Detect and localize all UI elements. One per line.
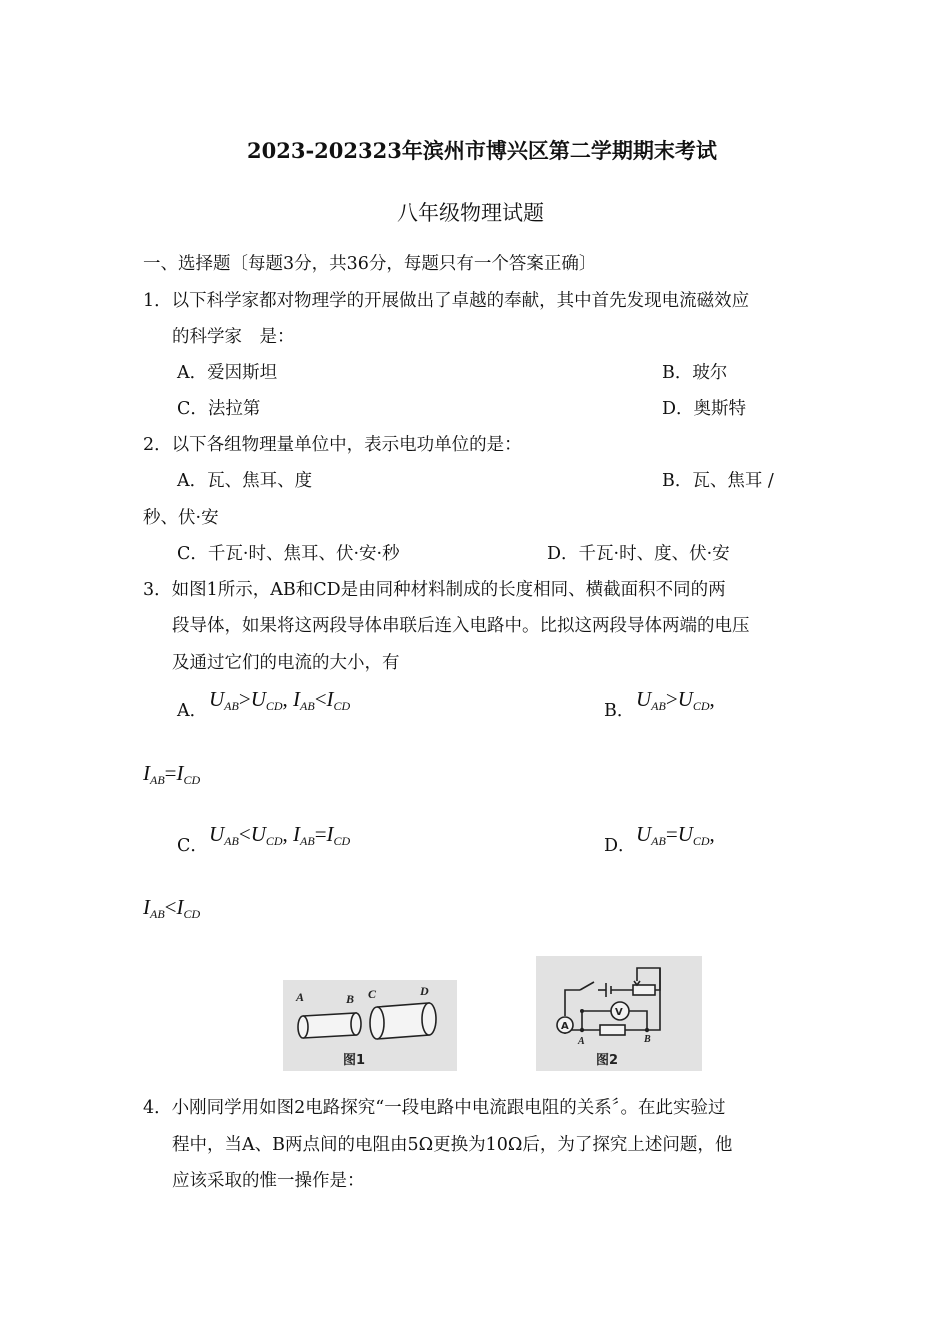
fig1-label-c: C	[368, 987, 377, 1001]
q2-option-a: A．瓦、焦耳、度	[177, 471, 313, 491]
q4-stem-line1: 4．小刚同学用如图2电路探究“一段电路中电流跟电阻的关系〞。在此实验过	[143, 1098, 726, 1118]
figure-1	[283, 980, 457, 1071]
fig1-label-d: D	[420, 984, 429, 998]
q4-stem-line3: 应该采取的惟一操作是：	[172, 1171, 365, 1191]
fig2-switch	[580, 982, 594, 990]
q1-option-a: A．爱因斯坦	[177, 363, 278, 383]
fig1-conductor-ab	[303, 1013, 356, 1038]
q3-option-b-formula-continued: $I_{AB}=I_{CD}$	[143, 761, 201, 787]
fig2-caption: 图2	[596, 1053, 619, 1068]
fig1-conductor-ab-end	[298, 1016, 308, 1038]
page-title: 2023-202323年滨州市博兴区第二学期期末考试	[247, 138, 717, 163]
q2-option-b-continued: 秒、伏·安	[143, 508, 219, 528]
fig1-caption: 图1	[343, 1053, 366, 1068]
q3-stem-line1: 3．如图1所示，AB和CD是由同种材料制成的长度相同、横截面积不同的两	[143, 580, 726, 600]
fig1-conductor-cd-end	[370, 1007, 384, 1039]
fig2-wire-right	[647, 990, 660, 1030]
fig2-wire-left	[565, 990, 580, 1016]
q3-option-c-formula: $U_{AB}<U_{CD}$, $I_{AB}=I_{CD}$	[209, 822, 351, 848]
q1-stem-line1: 1．以下科学家都对物理学的开展做出了卓越的奉献，其中首先发现电流磁效应	[143, 291, 750, 311]
q1-option-c: C．法拉第	[177, 399, 261, 419]
figure-2-drawing	[536, 956, 702, 1071]
q2-option-b: B．瓦、焦耳 /	[662, 471, 774, 491]
q2-option-d: D．千瓦·时、度、伏·安	[547, 544, 730, 564]
q1-option-d: D．奥斯特	[662, 399, 747, 419]
fig1-label-a: A	[296, 990, 305, 1004]
fig2-voltmeter-label: V	[615, 1007, 623, 1018]
q3-option-b-formula: $U_{AB}>U_{CD}$,	[636, 687, 715, 713]
q3-stem-line2: 段导体，如果将这两段导体串联后连入电路中。比拟这两段导体两端的电压	[172, 616, 750, 636]
figure-2	[536, 956, 702, 1071]
fig2-ammeter-label: A	[561, 1021, 569, 1032]
q3-option-a-label: A．	[177, 701, 208, 721]
q3-option-d-formula: $U_{AB}=U_{CD}$,	[636, 822, 715, 848]
fig1-conductor-cd	[377, 1003, 429, 1039]
fig2-rheostat	[633, 985, 655, 995]
q3-stem-line3: 及通过它们的电流的大小，有	[172, 653, 400, 673]
fig1-label-b: B	[346, 992, 355, 1006]
page-subtitle: 八年级物理试题	[397, 201, 544, 225]
q3-option-d-label: D．	[604, 836, 636, 856]
fig2-resistor	[600, 1025, 625, 1035]
q2-option-c: C．千瓦·时、焦耳、伏·安·秒	[177, 544, 400, 564]
q4-stem-line2: 程中，当A、B两点间的电阻由5Ω更换为10Ω后，为了探究上述问题，他	[172, 1135, 733, 1155]
fig1-conductor-cd-end2	[422, 1003, 436, 1035]
fig2-label-b: B	[644, 1034, 651, 1045]
q3-option-b-label: B．	[604, 701, 635, 721]
q3-option-d-formula-continued: $I_{AB}<I_{CD}$	[143, 895, 201, 921]
fig2-label-a: A	[578, 1036, 585, 1047]
section-heading: 一、选择题〔每题3分，共36分，每题只有一个答案正确〕	[143, 254, 597, 274]
q3-option-c-label: C．	[177, 836, 208, 856]
q3-option-a-formula: $U_{AB}>U_{CD}$, $I_{AB}<I_{CD}$	[209, 687, 351, 713]
q1-option-b: B．玻尔	[662, 363, 728, 383]
q1-stem-line2: 的科学家 是：	[172, 327, 295, 347]
fig1-conductor-ab-end2	[351, 1013, 361, 1035]
figure-1-drawing	[283, 980, 457, 1071]
fig2-battery	[606, 983, 611, 997]
q2-stem: 2．以下各组物理量单位中，表示电功单位的是：	[143, 435, 522, 455]
